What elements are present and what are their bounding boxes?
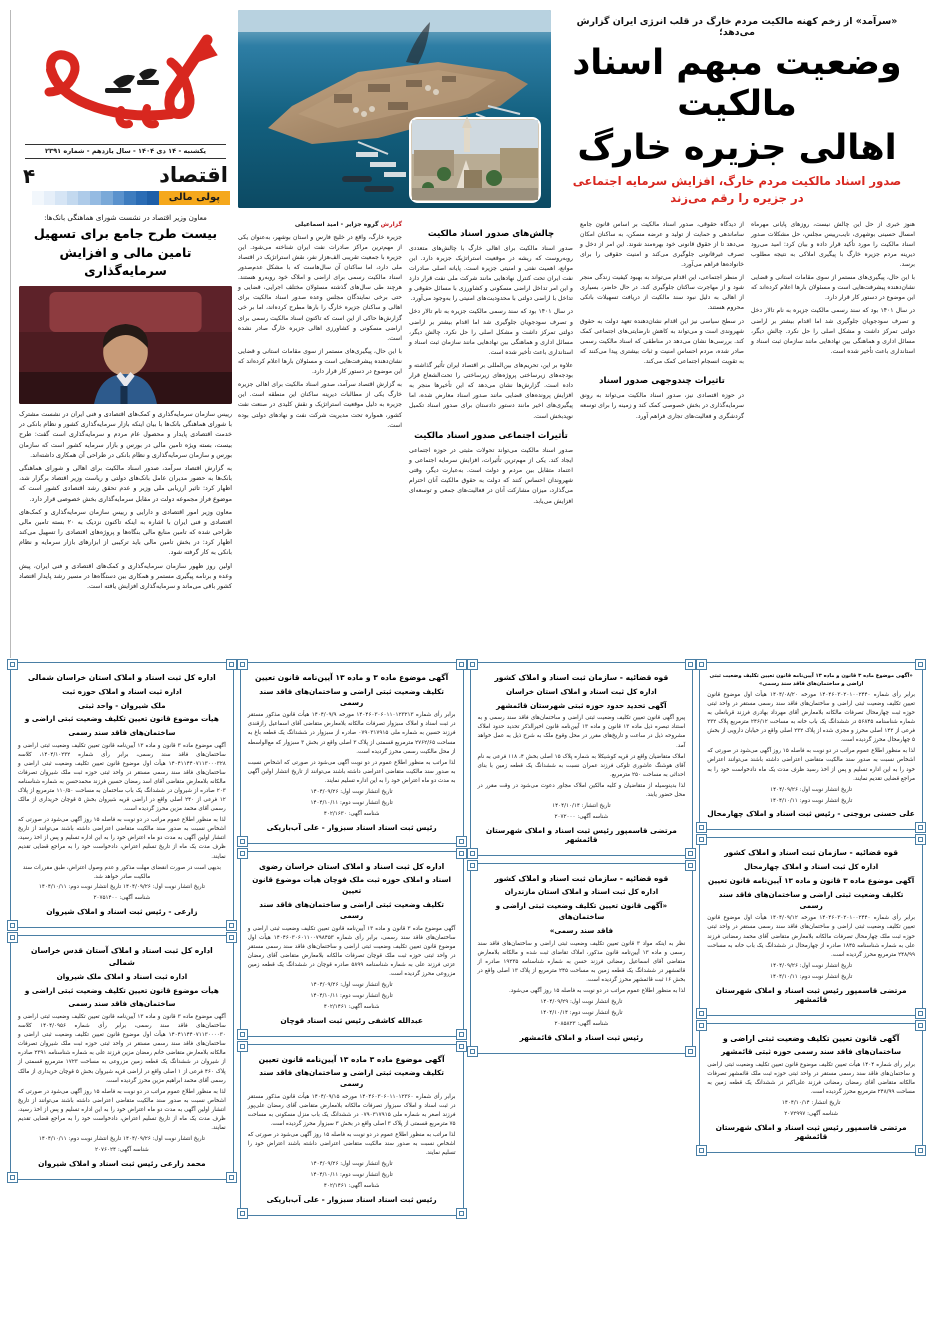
ad-title: آگهی قانون تعیین تکلیف وضعیت ثبتی اراضی و [722,1033,900,1043]
ad-subtitle: اداره کل ثبت اسناد و املاک استان خراسان [506,686,657,696]
side-story-body [19,410,232,592]
ad-body [707,914,915,959]
ad-meta: تاریخ انتشار نوبت اول: ۱۴۰۴/۰۹/۲۶ [770,962,853,969]
story-headline-line1: وضعیت مبهم اسناد مالکیت [572,43,902,124]
story-paragraph: در سطح سیاسی نیز این اقدام نشان‌دهنده تعهد دولت به حقوق شهروندی است و می‌تواند به کاهش نارضایتی‌های اجتماعی کمک کند. بررسی‌ها نشان می‌دهد در مناطقی که اسناد مالکیت رسمی صادر شده، مردم احساس امنیت و ثبات بیشتری پیدا می‌کنند که به تقویت انسجام اجتماعی کمک می‌کند. [580,317,744,365]
ad-meta: تاریخ انتشار نوبت اول: ۱۴۰۴/۰۹/۲۶ تاریخ انتشار نوبت دوم: ۱۴۰۴/۱۰/۱۱ [38,884,205,891]
corner-ornament-icon [7,659,18,670]
story-paragraph: علاوه بر این، تحریم‌های بین‌المللی بر اقتصاد ایران تأثیر گذاشته و بودجه‌های زیرساختی پروژه‌های زیرساختی را تحت‌الشعاع قرار داده است. گزارش‌ها نشان می‌دهد که این تأخیرها منجر به افزایش پرونده‌های قضایی مانند صدور اسناد معارض شده، اما پیگیری‌های اخیر مانند دستور دادستان برای صدور اسناد تکمیل نویدبخش است. [409,362,573,420]
ad-column-3 [470,662,694,1216]
classified-ad[interactable] [240,662,464,844]
corner-ornament-icon [226,1172,237,1183]
classified-ad[interactable] [699,662,923,830]
ad-paragraph: برابر رأی شماره ۱۴۰۴۶۰۳۰۶۰۱۱۰۱۲۳۶۰ مورخه ۱۴۰۴/۰۹/۱۵ هیأت قانون مذکور مستقر در ثبت اسناد و املاک سبزوار تصرفات مالکانه بلامعارض متقاضی آقای رمضان علی‌پور فرزند اصغر به شماره ملی ۰۷۹۰۳۱۷۹۱۵ در ششدانگ یک باب منزل مسکونی به مساحت ۷۵ مترمربع قسمتی از پلاک ۳ اصلی واقع در بخش ۳ سبزوار محرز گردیده است. [247,1093,456,1128]
corner-ornament-icon [915,1020,926,1031]
ad-paragraph: برابر رأی شماره ۱۴۰۴ هیأت تعیین تکلیف موضوع قانون تعیین تکلیف وضعیت ثبتی اراضی و ساختمان‌های فاقد سند رسمی مستقر در واحد ثبتی حوزه ثبت ملک قائمشهر تصرفات مالکانه متقاضی آقای رمضان رمضانی فرزند علی‌اکبر در ششدانگ یک قطعه زمین به مساحت ۲۴۸/۹۹ مترمربع محرز گردیده است. [707,1062,915,1096]
corner-ornament-icon [226,659,237,670]
story-column-4 [751,220,915,510]
ad-subtitle: اداره کل ثبت اسناد و املاک چهارمحال [744,862,879,872]
ad-subtitle: آگهی موضوع ماده ۳ قانون و ماده ۱۳ آیین‌نامه قانون تعیین [708,876,915,886]
ad-meta: شناسه آگهی: ۲۰۷۲۹۹۷ [784,1111,838,1118]
corner-ornament-icon [467,860,478,871]
ad-subtitle: تکلیف وضعیت ثبتی اراضی و ساختمان‌های فاقد سند رسمی [259,1068,444,1089]
ad-column-1 [10,662,234,1216]
ad-meta: شناسه آگهی: ۴۰۲/۱۴۶۱ [323,1003,380,1010]
ad-paragraph: برابر رأی شماره ۱۴۰۴۶۰۳۰۲۰۱۰۰۲۴۴۰ مورخه ۱۴۰۴/۰۸/۲۰ هیأت اول موضوع قانون تعیین تکلیف وضعیت ثبتی اراضی و ساختمان‌های فاقد سند رسمی مستقر در واحد ثبتی حوزه ثبت چهارمحال تصرفات مالکانه بلامعارض آقای مهرداد بهادری فرزند قربانعلی به شماره شناسنامه ۵۶۸۴۵ در ششدانگ یک باب خانه به مساحت ۲۴۶/۱۲ مترمربع پلاک ۲۳۲ فرعی از ۱۴۲ اصلی محرز و مجزی شده از پلاک ۲۳۲ اصلی واقع در خیابان دارویی از بخش ۵ چهارمحال محرز گردیده است. [707,692,916,744]
corner-ornament-icon [7,920,18,931]
corner-ornament-icon [237,848,248,859]
story-headline-line2: اهالی جزیره خارگ [577,128,897,169]
rubric-bar [21,191,230,205]
story-paragraph: به گزارش اقتصاد سرآمد، صدور اسناد مالکیت برای اهالی جزیره خارگ یکی از مطالبات دیرینه ساکنان این منطقه است. این جزیره به دلیل موقعیت استراتژیک و نقش کلیدی در صنعت نفت کشور، همواره تحت مدیریت شرکت نفت و نهادهای دولتی بوده است. [238,381,402,429]
corner-ornament-icon [467,659,478,670]
ad-meta: تاریخ انتشار نوبت دوم: ۱۴۰۴/۱۰/۱۱ [769,797,853,804]
ad-subtitle: اداره ثبت اسناد و املاک حوزه ثبت [62,686,182,696]
story-column-1 [238,220,402,510]
corner-ornament-icon [226,932,237,943]
ad-signature: عبدالله کاشفی رئیس ثبت اسناد قوچان [280,1015,423,1025]
ad-meta: تاریخ انتشار نوبت اول: ۱۴۰۴/۰۹/۲۹ [540,998,623,1005]
story-paragraph: با این حال، پیگیری‌های مستمر از سوی مقامات استانی و قضایی نشان‌دهنده پیشرفت‌هایی است و مسئولان بارها اعلام کرده‌اند که این موضوع در دستور کار قرار دارد. [238,347,402,376]
ad-body [248,925,456,979]
ad-subtitle: «آگهی قانون تعیین تکلیف وضعیت ثبتی اراضی و ساختمان‌های [495,901,668,922]
corner-ornament-icon [7,932,18,943]
subhead-line1: صدور اسناد مالکیت مردم خارگ، افزایش سرمایه اجتماعی [572,173,902,188]
section-name: اقتصاد [159,162,228,187]
corner-ornament-icon [915,1008,926,1019]
ad-title: قوه قضائیه - سازمان ثبت اسناد و املاک کشور [494,673,669,682]
ad-signature: محمد زارعی رئیس ثبت اسناد و املاک شیروان [38,1158,206,1168]
ad-paragraph: آگهی موضوع ماده ۳ قانون و ماده ۱۳ آیین‌نامه قانون تعیین تکلیف وضعیت ثبتی اراضی و ساختمان‌های فاقد سند رسمی، برابر رأی شماره ۱۴۰۴/۰۹۵۶ کلاسه ۱۴۰۴۱۱۴۴۰۷۱۱۳۰۰۰۰۳۰ هیأت اول موضوع قانون تعیین تکلیف وضعیت ثبتی اراضی و ساختمان‌های فاقد سند رسمی مستقر در واحد ثبتی حوزه ثبت ملک شیروان تصرفات مالکانه بلامعارض متقاضی خانم رمضان مزین فرزند علی به شماره شناسنامه ۲۳۹۱ صادره از شیروان در ششدانگ یک قطعه زمین مزروعی به مساحت ۱۷۲۳ مترمربع قسمتی از پلاک ۴۶۰ فرعی از ۱ اصلی واقع در اراضی قریه شیروان بخش ۵ قوچان خریداری از مالک رسمی آقای محمد ابراهیم مزین محرز گردیده است. [18,1014,226,1084]
story-paragraph: از دیدگاه حقوقی، صدور اسناد مالکیت بر اساس قانون جامع ساماندهی و حمایت از تولید و عرضه مسکن، به ساکنان امکان می‌دهد تا از حقوق قانونی خود بهره‌مند شوند. این امر از دخل و تصرف غیرقانونی جلوگیری می‌کند و امنیت حقوقی را برای خانواده‌ها فراهم می‌آورد. [580,220,744,268]
story-paragraph: جزیره خارگ، واقع در خلیج فارس و استان بوشهر، به‌عنوان یکی از مهم‌ترین مراکز صادرات نفت ایران شناخته می‌شود. این جزیره با جمعیت تقریبی الف‌هزار نفر، نقش استراتژیک در اقتصاد ملی دارد، اما ساکنان آن سال‌هاست که با مشکل عدم‌صدور اسناد مالکیت رسمی برای اراضی و املاک خود روبه‌رو هستند. هرچند طی سال‌های گذشته مسئولان مختلف اجرایی، قضایی و حتی برخی نمایندگان مجلس وعده صدور اسناد مالکیت برای اهالی و ساکنان جزیره خارگ را بارها مطرح کرده‌اند، اما بر خی گزارش‌ها حاکی از این است که تاکنون اسناد مالکیت رسمی برای اراضی مسکونی و کشاورزی اهالی جزیره خارگ صادر نشده است. [238,233,402,342]
ad-meta: شناسه آگهی: ۴۰۲/۱۴۶۱ [323,1183,380,1190]
byline-label: گزارش [380,220,402,228]
ad-signature: زارعی - رئیس ثبت اسناد و املاک شیروان [46,907,198,917]
side-story-headline: بیست طرح جامع برای تسهیل تامین مالی و افزایش سرمایه‌گذاری [33,226,218,278]
story-paragraph: هنوز خبری از حل این چالش نیست، روزهای پایانی مهرماه امسال حسینی بوشهری، نایب‌رییس مجلس، حل مشکلات صدور اسناد مالکیت را مورد تأکید قرار داده و بیان کرد: امید می‌رود دیرینه مردم جزیره خارگ با پیگیری املاکی به نتیجه مطلوب برسد. [751,220,915,268]
ad-subtitle: تکلیف وضعیت ثبتی اراضی و ساختمان‌های فاقد سند رسمی [718,889,904,910]
ad-subtitle: هیأت موضوع قانون تعیین تکلیف وضعیت ثبتی اراضی و [24,985,219,995]
corner-ornament-icon [915,822,926,833]
ad-meta: تاریخ انتشار نوبت اول: ۱۴۰۴/۰۹/۲۶ [310,981,393,988]
ad-subtitle: ساختمان‌های فاقد سند رسمی [68,728,176,738]
corner-ornament-icon [456,1208,467,1219]
ad-meta: تاریخ انتشار نوبت اول: ۱۴۰۴/۰۹/۲۶ [770,786,853,793]
ad-meta: تاریخ انتشار نوبت اول: ۱۴۰۴/۰۹/۲۶ تاریخ انتشار نوبت دوم: ۱۴۰۴/۱۰/۱۱ [38,1135,205,1142]
side-paragraph: به گزارش اقتصاد سرآمد، صدور اسناد مالکیت برای اهالی و شورای هماهنگی بانک‌ها به حضور مدیران عامل بانک‌های دولتی و ریاست وزیر اقتصاد برگزار شد، اظهار کرد: تاثیر ارزیابی ملی وزیر و عدم تحقق رشد اقتصادی کشور است که موضوع فراز مجموعه دولت در مقابل سرمایه‌گذاری بخش خصوصی قرار دارد. [19,464,232,503]
ad-signature: رئیس ثبت اسناد اسناد سبزوار - علی آب‌باریکی [266,822,437,832]
ad-paragraph: لذا به منظور اطلاع عموم مراتب در دو نوبت به فاصله ۱۵ روز آگهی می‌شود در صورتی که اشخاص نسبت به صدور سند مالکیت متقاضی اعتراضی داشته باشند می‌توانند از تاریخ انتشار اولین آگهی به مدت دو ماه اعتراض خود را به این اداره تسلیم و پس از اخذ رسید، ظرف مدت یک ماه از تاریخ تسلیم اعتراض، دادخواست خود را به مراجع قضایی تقدیم نمایند. [18,1088,226,1131]
ad-signature: علی حسنی بروجنی - رئیس ثبت اسناد و املاک چهارمحال [707,809,915,819]
ad-subtitle: ساختمان‌های فاقد سند رسمی حوزه ثبتی قائمشهر [721,1047,902,1057]
classified-ad[interactable] [470,662,694,856]
corner-ornament-icon [915,659,926,670]
corner-ornament-icon [915,1145,926,1156]
story-paragraph: صدور اسناد مالکیت می‌تواند تحولات مثبتی در حوزه اجتماعی ایجاد کند. یکی از مهم‌ترین تأثیرات، افزایش سرمایه اجتماعی و اعتماد متقابل بین مردم و دولت است. به‌عبارت دیگر، وقتی شهروندان احساس کنند که دولت به حقوق مالکیت آنان احترام می‌گذارد، میزان مشارکت آنان در فعالیت‌های جمعی و توسعه‌ای افزایش می‌یابد. [409,446,573,505]
photo-official-at-desk [19,286,232,404]
story-paragraph: در سال ۱۴۰۱ بود که سند رسمی مالکیت جزیره به نام تالار دخل و تصرف سودجویان جلوگیری شد اما اقدام بیشتر بر اراضی دولتی تمرکز داشت و مشکل اصلی را حل نکرد. چالش دیگر، مسائل اداری و هماهنگی بین نهادهایی مانند سازمان ثبت اسناد و استانداری باعث تأخیر شده است. [751,307,915,355]
ad-title: آگهی موضوع ماده ۳ و ماده ۱۳ آیین‌نامه قانون تعیین [254,673,449,682]
ad-subtitle: ساختمان‌های فاقد سند رسمی [68,999,176,1009]
ad-meta: تاریخ انتشار نوبت دوم: ۱۴۰۴/۱۰/۱۱ [310,799,393,806]
ad-signature: مرتضی قاسمپور رئیس ثبت اسناد و املاک شهرستان قائمشهر [715,985,907,1004]
hero-image [238,10,551,208]
ad-signature: مرتضی قاسمپور رئیس ثبت اسناد و املاک شهرستان قائمشهر [715,1123,907,1142]
ad-meta: تاریخ انتشار نوبت اول: ۱۴۰۴/۰۹/۲۶ [310,1161,393,1168]
ad-subtitle: اداره کل ثبت اسناد و املاک استان مازندران [504,887,659,897]
story-column-2 [409,220,573,510]
classified-ad[interactable] [240,1044,464,1217]
classified-ad[interactable] [699,837,923,1015]
ad-meta: شناسه آگهی: ۲۰۷۲۰۰۰ [554,813,609,820]
classified-ad[interactable] [240,851,464,1037]
ad-paragraph: آگهی موضوع ماده ۳ قانون و ماده ۱۳ آیین‌نامه قانون تعیین تکلیف وضعیت ثبتی اراضی و ساختمان‌های فاقد سند رسمی، برابر رأی شماره ۱۴۰۴۶۰۳۰۶۰۱۱۰۰۷۹۸۴۵۳ هیأت اول موضوع قانون تعیین تکلیف وضعیت ثبتی اراضی و ساختمان‌های فاقد سند رسمی مستقر در واحد ثبتی حوزه ثبت ملک قوچان تصرفات مالکانه بلامعارض متقاضی آقای رمضان عزتی فرزند علی به شماره شناسنامه ۵۸۹۹ صادره قوچان در ششدانگ یک قطعه زمین مزروعی محرز گردیده است. [247,925,456,977]
ad-meta: تاریخ انتشار نوبت دوم: ۱۴۰۴/۱۰/۱۱ [310,992,393,999]
ad-signature: مرتضی قاسمپور رئیس ثبت اسناد و املاک شهرستان قائمشهر [485,825,677,844]
ad-body [248,711,456,785]
side-paragraph: رییس سازمان سرمایه‌گذاری و کمک‌های اقتصادی و فنی ایران در نشست مشترک با شورای هماهنگی بانک‌ها با بیان اینکه بازار سرمایه‌گذاری کشور و نظام بانکی در خدمت اقتصادی پایدار و محصول عام مردم و سرمایه‌گذاری است گفت: طرح بیست، بسته ویژه تامین مالی در بورس و بازار سرمایه کشور است که سازمان بورس و سازمان سرمایه‌گذاری و نظام بانکی در طراحی آن همکاری داشته‌اند. [19,411,232,459]
ad-subtitle: تکلیف وضعیت ثبتی اراضی و ساختمان‌های فاقد سند رسمی [259,899,444,920]
ad-title: اداره کل ثبت اسناد و املاک استان خراسان رضوی [258,861,445,871]
dateline: یکشنبه - ۱۴ دی ۱۴۰۴ - سال یازدهم - شماره ۲۳۹۱ [25,144,226,159]
corner-ornament-icon [456,836,467,847]
classified-ad[interactable] [470,863,694,1054]
corner-ornament-icon [685,860,696,871]
ad-body [18,742,226,862]
corner-ornament-icon [456,659,467,670]
story-subheading: چالش‌های صدور اسناد مالکیت [427,228,555,239]
ad-subtitle: ملک شیروان - واحد ثبتی [78,700,166,710]
classified-ads-region [10,662,923,1216]
classified-ad[interactable] [10,662,234,928]
ad-meta: بدیهی است در صورت انقضای مهلت مذکور و عدم وصول اعتراض، طبق مقررات سند مالکیت صادر خواهد شد. [22,864,221,880]
corner-ornament-icon [696,1145,707,1156]
corner-ornament-icon [696,659,707,670]
corner-ornament-icon [696,1008,707,1019]
story-subhead [559,173,915,208]
corner-ornament-icon [237,659,248,670]
ad-body [478,714,686,799]
section-row [23,162,228,188]
right-rail [10,10,236,658]
story-paragraph: از منظر اجتماعی، این اقدام می‌تواند به بهبود کیفیت زندگی منجر شود و از مهاجرت ساکنان جلوگیری کند. در حال حاضر، بسیاری از اهالی به دلیل نبود سند مالکیت از دریافت تسهیلات بانکی محروم هستند. [580,274,744,312]
ad-paragraph: پیرو آگهی قانون تعیین تکلیف وضعیت ثبتی اراضی و ساختمان‌های فاقد سند رسمی و به استناد تبصره ذیل ماده ۱۳ قانون و ماده ۱۳ آیین‌نامه قانون اخیرالذکر تحدید حدود املاک مشروحه ذیل در ساعت و تاریخ‌های مقرر در محل وقوع ملک به شرح ذیل به عمل خواهد آمد. [477,715,686,749]
corner-ornament-icon [456,1041,467,1052]
classified-ad[interactable] [699,1023,923,1154]
ad-meta: تاریخ انتشار نوبت دوم: ۱۴۰۴/۱۰/۱۱ [769,973,853,980]
ad-subtitle: فاقد سند رسمی» [549,925,614,935]
side-story-photo [19,286,232,404]
ad-meta: شناسه آگهی: ۴۰۲/۱۶۳۰ [323,810,380,817]
ad-body [707,1061,915,1097]
ad-meta: تاریخ انتشار: ۱۴۰۴/۱۰/۱۴ [781,1100,841,1107]
page-number: ۴ [23,163,36,188]
ad-paragraph: آگهی موضوع ماده ۳ قانون و ماده ۱۳ آیین‌نامه قانون تعیین تکلیف وضعیت ثبتی اراضی و ساختمان‌های فاقد سند رسمی، برابر رأی شماره ۱۴۰۴/۱۰۲۳۲، کلاسه ۱۴۰۴۱۱۴۴۰۷۱۱۳۰۰۰۳۲۸ هیأت اول موضوع قانون تعیین تکلیف وضعیت ثبتی اراضی و ساختمان‌های فاقد سند رسمی مستقر در واحد ثبتی حوزه ثبت ملک شیروان تصرفات مالکانه بلامعارض متقاضی آقای اسد رمضان حسین فرزند محمدحسن به شماره شناسنامه ۲۰۳ صادره از شیروان در ششدانگ یک باب ساختمان به مساحت ۱۱۰/۵۰ مترمربع از پلاک ۱۲ فرعی از ۲۴۰ اصلی واقع در اراضی قریه شیروان بخش ۵ قوچان خریداری از مالک رسمی آقای محمد مزین محرز گردیده است. [18,742,226,813]
corner-ornament-icon [237,1029,248,1040]
side-paragraph: اولین روز ظهور سازمان سرمایه‌گذاری و کمک‌های اقتصادی و فنی ایران، پیش وعده و برنامه پیگیری مستمر و همکاری بین دستگاه‌ها در مسیر رشد پایدار اقتصاد کشور باقی می‌ماند و سرمایه‌گذاری افزایش یافته است. [19,562,232,591]
ad-paragraph: لذا بدینوسیله از متقاضیان و کلیه مالکین املاک مجاور دعوت می‌شود در وقت مقرر در محل حضور یابند. [477,782,686,798]
corner-ornament-icon [456,848,467,859]
ad-meta: شناسه آگهی: ۲۰۷۵۱۴۰۰ [93,895,151,902]
corner-ornament-icon [237,1041,248,1052]
ad-paragraph: نظر به اینکه مواد ۳ قانون تعیین تکلیف وضعیت ثبتی اراضی و ساختمان‌های فاقد سند رسمی و ماده ۱۳ آیین‌نامه قانون مذکور، املاک تقاضای ثبت شده و مالکانه بلامعارض متقاضی آقای اسماعیل رمضانی فرزند حسن به شماره شناسنامه ۱۹۲۳۵ صادره از قائمشهر در ششدانگ یک قطعه زمین به مساحت ۲۴۵ مترمربع از پلاک ۱۳ اصلی واقع در بخش ۱۶ ثبت قائمشهر محرز گردیده است. [477,940,686,983]
corner-ornament-icon [685,659,696,670]
ad-body [707,691,915,783]
ad-paragraph: برابر رأی شماره ۱۴۰۴۶۰۳۰۶۰۱۱۰۱۲۳۲۱۳ مورخه ۱۴۰۴/۰۹/۹ هیأت قانون مذکور مستقر در ثبت اسناد و املاک سبزوار تصرفات مالکانه بلامعارض متقاضی آقای اسماعیل رازقندی فرزند حسین به شماره ملی ۰۷۹۰۳۱۷۹۱۵ صادره از سبزوار در ششدانگ یک قطعه باغ به مساحت ۲۷۶۲/۶۵ مترمربع قسمتی از پلاک ۳ اصلی واقع در بخش ۳ سبزوار که مع‌الواسطه از محل مالکیت رسمی محرز گردیده است. [247,712,456,755]
subhead-line2: در جزیره را رقم می‌زند [670,191,804,206]
newspaper-logo [19,22,232,142]
ad-subtitle: آگهی تحدید حدود حوزه ثبتی شهرستان قائمشهر [496,700,667,710]
story-subheading: تاثیرات چندوجهی صدور اسناد [599,376,725,387]
ad-meta: تاریخ انتشار: ۱۴۰۴/۱۰/۱۴ [552,802,611,809]
logo-icon [21,22,231,140]
ad-subtitle: هیأت موضوع قانون تعیین تکلیف وضعیت ثبتی اراضی و [24,714,219,724]
ad-paragraph: لذا به منظور اطلاع عموم مراتب در دو نوبت به فاصله ۱۵ روز آگهی می‌شود در صورتی که اشخاص نسبت به صدور سند مالکیت متقاضی اعتراضی داشته باشند می‌توانند از تاریخ انتشار اولین آگهی به مدت دو ماه اعتراض خود را به این اداره تسلیم و پس از اخذ رسید، ظرف مدت یک ماه از تاریخ تسلیم اعتراض، دادخواست خود را به مراجع قضایی تقدیم نمایند. [18,817,226,860]
ad-body [18,1013,226,1133]
ad-paragraph: لذا مراتب به منظور اطلاع عموم در دو نوبت آگهی می‌شود در صورتی که اشخاص نسبت به صدور سند مالکیت متقاضی اعتراضی داشته باشند می‌توانند از تاریخ انتشار اولین آگهی به مدت دو ماه اعتراض خود را به این اداره تسلیم نمایند. [247,759,456,784]
story-paragraph: صدور اسناد مالکیت برای اهالی خارگ با چالش‌های متعددی روبه‌روست که ریشه در موقعیت استراتژیک جزیره دارد. این موانع، اهمیت نفتی و امنیتی جزیره است. پایانه اصلی صادرات نفت ایران تحت کنترل نهادهایی مانند شرکت ملی نفت قرار دارد و این امر تداخل اراضی مسکونی و کشاورزی با مسائل حقوقی و تداخل با اراضی دولتی با محدودیت‌های امنیتی را به‌وجود می‌آورد. [409,244,573,303]
side-paragraph: معاون وزیر امور اقتصادی و دارایی و رییس سازمان سرمایه‌گذاری و کمک‌های اقتصادی و فنی ایران با اشاره به اینکه تاکنون نزدیک به ۲۰ بسته تامین مالی طراحی شده که تامین منابع مالی بنگاه‌ها و پروژه‌های اقتصادی را تسهیل می‌کند اظهار کرد: در بخش تامین مالی باید ترکیبی از ابزارهای بازار سرمایه و نظام بانکی به کار گرفته شود. [19,508,232,557]
byline-names: گروه جزایر - امید اسماعیلی [294,220,379,228]
ad-title: اداره کل ثبت اسناد و املاک استان خراسان شمالی [27,673,216,682]
ad-title: اداره کل ثبت اسناد و املاک آستان قدس خراسان شمالی [31,946,213,968]
headline-text [559,10,915,216]
corner-ornament-icon [696,834,707,845]
ad-meta: شناسه آگهی: ۲۰۷۶۰۲۴ [95,1146,149,1153]
ad-paragraph: املاک متقاضیان واقع در قریه کوشیکلا به شماره پلاک ۱۵ اصلی بخش ۴، ۱۱۸ فرعی به نام آقای هوشنگ عاشوری تلوکی فرزند عمران نسبت به ششدانگ یک قطعه زمین با بنای احداثی به مساحت ۲۵۰ مترمربع. [477,753,686,778]
ad-column-4 [699,662,923,1216]
story-subheading: تأثیرات اجتماعی صدور اسناد مالکیت [414,430,568,441]
side-story-kicker: معاون وزیر اقتصاد در نشست شورای هماهنگی بانک‌ها: [44,212,207,222]
ad-paragraph: لذا به منظور اطلاع عموم مراتب در دو نوبت به فاصله ۱۵ روز آگهی می‌شود در صورتی که اشخاص نسبت به صدور سند مالکیت متقاضی اعتراضی داشته باشند می‌توانند اعتراض خود را به این اداره تسلیم و پس از اخذ رسید ظرف مدت یک ماه دادخواست خود را به مراجع قضایی تقدیم نمایند. [707,748,915,782]
story-columns [238,220,915,510]
corner-ornament-icon [685,1046,696,1057]
ad-subtitle: تکلیف وضعیت ثبتی اراضی و ساختمان‌های فاقد سند رسمی [259,686,444,707]
masthead [19,10,232,205]
ad-paragraph: لذا به منظور اطلاع عموم مراتب در دو نوبت به فاصله ۱۵ روز آگهی می‌شود. [508,987,686,994]
classified-ad[interactable] [10,935,234,1179]
ad-title: قوه قضائیه - سازمان ثبت اسناد و املاک کشور [494,873,669,883]
corner-ornament-icon [467,848,478,859]
ad-subtitle: اسناد و املاک حوزه ثبت ملک فوچان هیأت موضوع قانون تعیین [252,875,451,896]
corner-ornament-icon [237,1208,248,1219]
ad-title: «آگهی موضوع ماده ۳ قانون و ماده ۱۳ آیین‌نامه قانون تعیین تکلیف وضعیت ثبتی اراضی و ساختمان‌های فاقد سند رسمی» [709,673,913,688]
aerial-photo-kharg-island [238,10,551,208]
ad-subtitle: اداره ثبت اسناد و املاک ملک شیروان [56,971,188,981]
ad-signature: رئیس ثبت اسناد و املاک قائمشهر [519,1032,644,1042]
ad-body [478,940,686,996]
ad-title: قوه قضائیه - سازمان ثبت اسناد و املاک کشور [724,848,899,858]
story-paragraph: در حوزه اقتصادی نیز، صدور اسناد مالکیت می‌تواند به رونق سرمایه‌گذاری در بخش خصوصی کمک کند و زمینه را برای توسعه گردشگری و فعالیت‌های تجاری فراهم آورد. [580,392,744,420]
story-paragraph: در سال ۱۴۰۱ بود که سند رسمی مالکیت جزیره به نام تالار دخل و تصرف سودجویان جلوگیری شد اما اقدام بیشتر بر اراضی دولتی تمرکز داشت و مشکل اصلی را حل نکرد. چالش دیگر، مسائل اداری و هماهنگی بین نهادهایی مانند سازمان ثبت اسناد و استانداری باعث تأخیر شده است. [409,308,573,356]
headline-zone [238,10,915,216]
ad-meta: تاریخ انتشار نوبت اول: ۱۴۰۴/۰۹/۲۶ [310,788,393,795]
corner-ornament-icon [685,848,696,859]
corner-ornament-icon [7,1172,18,1183]
story-column-3 [580,220,744,510]
gradient-blocks [21,191,159,205]
corner-ornament-icon [915,834,926,845]
ad-meta: تاریخ انتشار نوبت دوم: ۱۴۰۴/۱۰/۱۱ [310,1172,393,1179]
ad-body [248,1093,456,1158]
byline [238,220,402,230]
story-overline: «سرآمد» از زخم کهنه مالکیت مردم خارگ در قلب انرژی ایران گزارش می‌دهد؛ [576,16,898,38]
rubric-label: پولی مالی [159,191,230,205]
corner-ornament-icon [237,836,248,847]
top-region [10,10,923,658]
story-paragraph: با این حال، پیگیری‌های مستمر از سوی مقامات استانی و قضایی نشان‌دهنده پیشرفت‌هایی است و مسئولان بارها اعلام کرده‌اند که این موضوع در دستور کار قرار دارد. [751,274,915,302]
corner-ornament-icon [226,920,237,931]
ad-column-2 [240,662,464,1216]
corner-ornament-icon [696,822,707,833]
corner-ornament-icon [467,1046,478,1057]
corner-ornament-icon [456,1029,467,1040]
main-story [236,10,923,658]
ad-paragraph: لذا مراتب به منظور اطلاع عموم در دو نوبت به فاصله ۱۵ روز آگهی می‌شود در صورتی که اشخاص نسبت به صدور سند مالکیت متقاضی اعتراضی داشته باشند اعتراض خود را تسلیم نمایند. [247,1132,456,1157]
ad-signature: رئیس ثبت اسناد اسناد سبزوار - علی آب‌باریکی [266,1195,437,1205]
ad-meta: تاریخ انتشار نوبت دوم: ۱۴۰۴/۱۰/۱۴ [540,1009,623,1016]
ad-paragraph: برابر رأی شماره ۱۴۰۴۶۰۳۰۲۰۱۰۰۲۴۴۰ مورخه ۱۴۰۴/۰۹/۱۲ هیأت اول موضوع قانون تعیین تکلیف وضعیت ثبتی اراضی و ساختمان‌های فاقد سند رسمی مستقر در واحد ثبتی حوزه ثبت ملک چهارمحال تصرفات مالکانه بلامعارض متقاضی آقای محمد رمضانی فرزند علی به شماره شناسنامه ۱۸۴۵ صادره از چهارمحال در ششدانگ یک باب خانه به مساحت ۲۴۸/۹۹ مترمربع محرز گردیده است. [707,915,915,958]
ad-meta: شناسه آگهی: ۲۰۸۵۸۲۳ [554,1020,609,1027]
corner-ornament-icon [696,1020,707,1031]
ad-title: آگهی موضوع ماده ۳ ماده ۱۳ آیین‌نامه قانون تعیین [258,1054,445,1064]
